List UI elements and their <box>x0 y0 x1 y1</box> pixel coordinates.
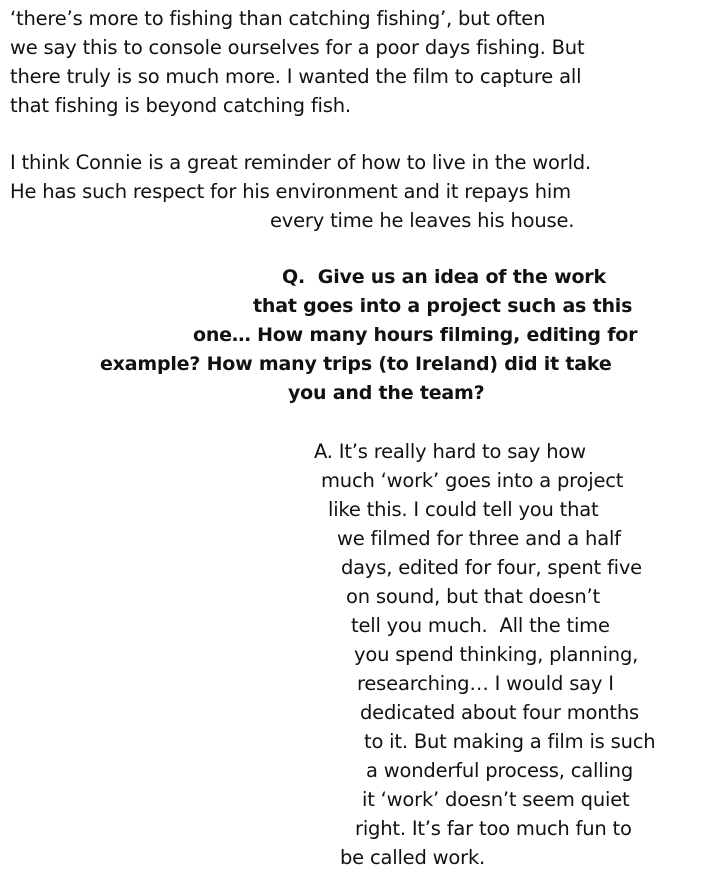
paragraph1-line: that fishing is beyond catching fish. <box>10 94 351 117</box>
question-line: one… How many hours filming, editing for <box>193 324 638 346</box>
question-line: example? How many trips (to Ireland) did it take <box>100 353 612 375</box>
answer-line: right. It’s far too much fun to <box>355 817 632 840</box>
answer-line: dedicated about four months <box>360 701 639 724</box>
paragraph1-line: ‘there’s more to fishing than catching fishing’, but often <box>10 7 546 30</box>
answer-line: much ‘work’ goes into a project <box>321 469 624 492</box>
answer-line: days, edited for four, spent five <box>341 556 642 579</box>
question-line: Q. Give us an idea of the work <box>282 266 606 288</box>
question-line: you and the team? <box>288 382 485 404</box>
answer-line: a wonderful process, calling <box>366 759 634 782</box>
question-line: that goes into a project such as this <box>253 295 633 317</box>
answer-line: to it. But making a film is such <box>364 730 656 753</box>
answer-line: on sound, but that doesn’t <box>346 585 600 608</box>
answer-line: tell you much. All the time <box>351 614 610 637</box>
answer-line: be called work. <box>340 846 486 869</box>
answer-line: we filmed for three and a half <box>337 527 621 550</box>
answer-line: A. It’s really hard to say how <box>314 440 586 463</box>
answer-line: like this. I could tell you that <box>328 498 599 521</box>
paragraph2-line: He has such respect for his environment and it repays him <box>10 180 571 203</box>
paragraph1-line: we say this to console ourselves for a poor days fishing. But <box>10 36 585 59</box>
paragraph2-line: I think Connie is a great reminder of how to live in the world. <box>10 151 591 174</box>
answer-line: it ‘work’ doesn’t seem quiet <box>362 788 630 811</box>
paragraph1-line: there truly is so much more. I wanted the film to capture all <box>10 65 582 88</box>
answer-line: researching… I would say I <box>357 672 614 695</box>
paragraph2-line: every time he leaves his house. <box>270 209 575 232</box>
answer-line: you spend thinking, planning, <box>354 643 639 666</box>
